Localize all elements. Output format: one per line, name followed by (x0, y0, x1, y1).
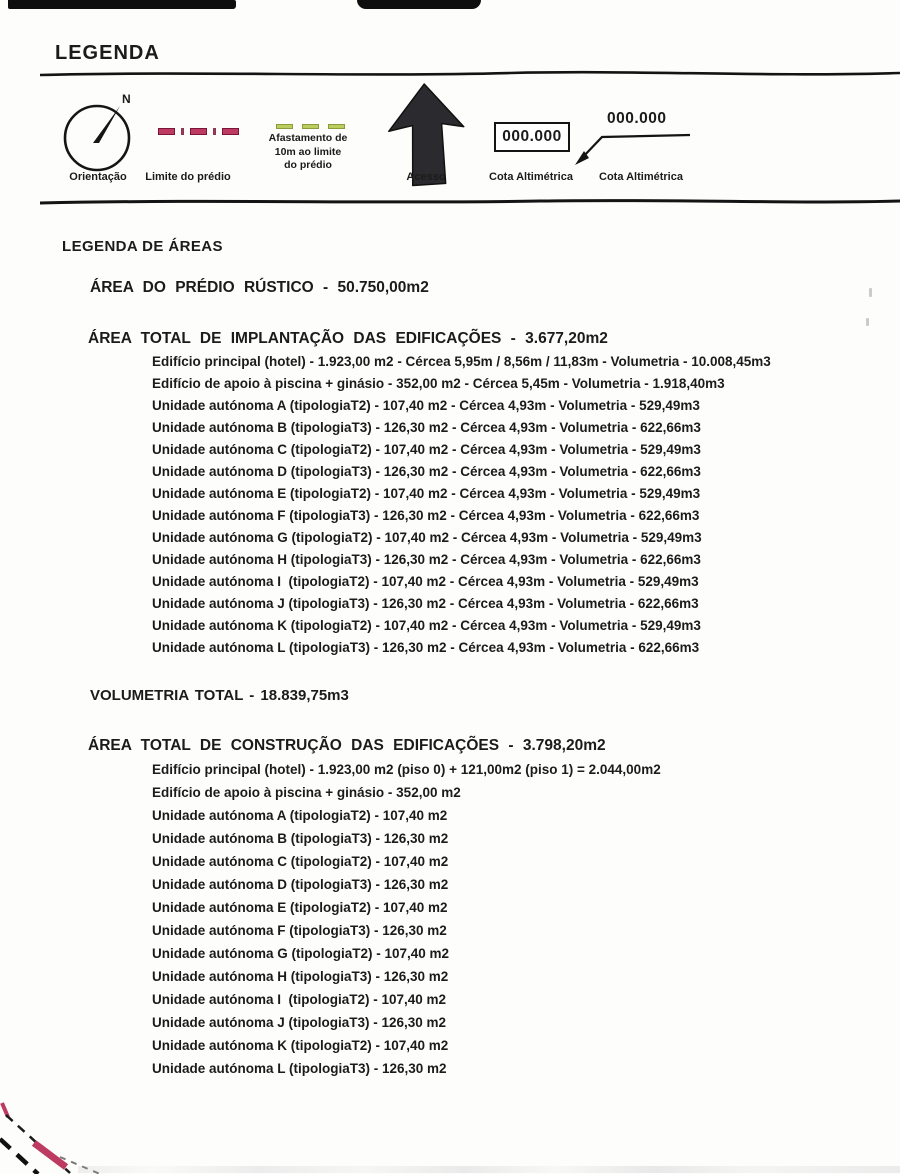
scan-artifact-bar (8, 0, 236, 9)
legend-bottom-rule (40, 196, 900, 208)
implantacao-line: Unidade autónoma K (tipologiaT2) - 107,40 m2 - Cércea 4,93m - Volumetria - 529,49m3 (152, 618, 701, 633)
volumetria-total: VOLUMETRIA TOTAL - 18.839,75m3 (90, 687, 349, 704)
construcao-list (152, 758, 661, 1080)
boxed-elevation-icon (494, 122, 570, 152)
legend-label-afastamento (248, 132, 368, 173)
implantacao-line: Unidade autónoma B (tipologiaT3) - 126,30 m2 - Cércea 4,93m - Volumetria - 622,66m3 (152, 420, 701, 435)
implantacao-line: Edifício principal (hotel) - 1.923,00 m2 - Cércea 5,95m / 8,56m / 11,83m - Volumetria - 10.008,45m3 (152, 354, 771, 369)
construcao-line: Unidade autónoma D (tipologiaT3) - 126,30 m2 (152, 877, 449, 892)
scan-artifact-band (78, 1166, 900, 1173)
implantacao-line: Edifício de apoio à piscina + ginásio - 352,00 m2 - Cércea 5,45m - Volumetria - 1.918,40m3 (152, 376, 725, 391)
implantacao-line: Unidade autónoma I (tipologiaT2) - 107,40 m2 - Cércea 4,93m - Volumetria - 529,49m3 (152, 574, 699, 589)
construcao-line: Unidade autónoma A (tipologiaT2) - 107,40 m2 (152, 808, 448, 823)
scan-speck (866, 318, 869, 326)
boxed-elevation-value: 000.000 (502, 128, 562, 145)
implantacao-line: Unidade autónoma D (tipologiaT3) - 126,30 m2 - Cércea 4,93m - Volumetria - 622,66m3 (152, 464, 701, 479)
construcao-line: Unidade autónoma B (tipologiaT3) - 126,30 m2 (152, 831, 449, 846)
implantacao-line: Unidade autónoma G (tipologiaT2) - 107,40 m2 - Cércea 4,93m - Volumetria - 529,49m3 (152, 530, 702, 545)
red-dashed-line-icon (158, 128, 239, 135)
implantacao-line: Unidade autónoma L (tipologiaT3) - 126,30 m2 - Cércea 4,93m - Volumetria - 622,66m3 (152, 640, 700, 655)
construcao-line: Edifício de apoio à piscina + ginásio - 352,00 m2 (152, 785, 461, 800)
green-dashed-line-icon (276, 124, 345, 129)
implantacao-list (152, 351, 771, 659)
scan-speck (869, 288, 872, 297)
construcao-line: Unidade autónoma C (tipologiaT2) - 107,40 m2 (152, 854, 449, 869)
construcao-line: Unidade autónoma I (tipologiaT2) - 107,40 m2 (152, 992, 447, 1007)
construcao-line: Unidade autónoma E (tipologiaT2) - 107,40 m2 (152, 900, 448, 915)
leader-elevation-value: 000.000 (607, 110, 667, 127)
caption-line: Afastamento de (268, 132, 348, 144)
scan-artifact-bar (357, 0, 481, 9)
legend-label-orientacao: Orientação (69, 171, 127, 183)
top-rule (40, 68, 900, 80)
implantacao-line: Unidade autónoma C (tipologiaT2) - 107,40 m2 - Cércea 4,93m - Volumetria - 529,49m3 (152, 442, 701, 457)
legend-label-limite: Limite do prédio (145, 171, 231, 183)
north-letter: N (122, 92, 131, 106)
construcao-line: Unidade autónoma L (tipologiaT3) - 126,30 m2 (152, 1061, 447, 1076)
legend-label-cota-box: Cota Altimétrica (489, 171, 573, 183)
construcao-line: Unidade autónoma K (tipologiaT2) - 107,40 m2 (152, 1038, 449, 1053)
legend-label-acesso: Acesso (406, 171, 446, 183)
site-plan-fragment (0, 1095, 120, 1174)
area-predio-rustico: ÁREA DO PRÉDIO RÚSTICO - 50.750,00m2 (90, 279, 429, 296)
caption-line: 10m ao limite (274, 145, 342, 158)
legend-label-cota-leader: Cota Altimétrica (599, 171, 683, 183)
compass-orientation-icon (60, 92, 140, 174)
implantacao-line: Unidade autónoma E (tipologiaT2) - 107,40 m2 - Cércea 4,93m - Volumetria - 529,49m3 (152, 486, 701, 501)
areas-section-title: LEGENDA DE ÁREAS (62, 238, 223, 255)
construcao-heading: ÁREA TOTAL DE CONSTRUÇÃO DAS EDIFICAÇÕES - 3.798,20m2 (88, 737, 606, 754)
implantacao-line: Unidade autónoma F (tipologiaT3) - 126,30 m2 - Cércea 4,93m - Volumetria - 622,66m3 (152, 508, 700, 523)
page-title: LEGENDA (55, 42, 160, 64)
construcao-line: Edifício principal (hotel) - 1.923,00 m2 (piso 0) + 121,00m2 (piso 1) = 2.044,00m2 (152, 762, 661, 777)
construcao-line: Unidade autónoma F (tipologiaT3) - 126,30 m2 (152, 923, 447, 938)
implantacao-line: Unidade autónoma H (tipologiaT3) - 126,30 m2 - Cércea 4,93m - Volumetria - 622,66m3 (152, 552, 701, 567)
construcao-line: Unidade autónoma J (tipologiaT3) - 126,30 m2 (152, 1015, 447, 1030)
caption-line: do prédio (284, 159, 332, 171)
construcao-line: Unidade autónoma G (tipologiaT2) - 107,40 m2 (152, 946, 450, 961)
implantacao-line: Unidade autónoma A (tipologiaT2) - 107,40 m2 - Cércea 4,93m - Volumetria - 529,49m3 (152, 398, 700, 413)
construcao-line: Unidade autónoma H (tipologiaT3) - 126,30 m2 (152, 969, 449, 984)
leader-arrow-icon (572, 126, 692, 168)
implantacao-line: Unidade autónoma J (tipologiaT3) - 126,30 m2 - Cércea 4,93m - Volumetria - 622,66m3 (152, 596, 699, 611)
implantacao-heading: ÁREA TOTAL DE IMPLANTAÇÃO DAS EDIFICAÇÕES - 3.677,20m2 (88, 330, 608, 347)
